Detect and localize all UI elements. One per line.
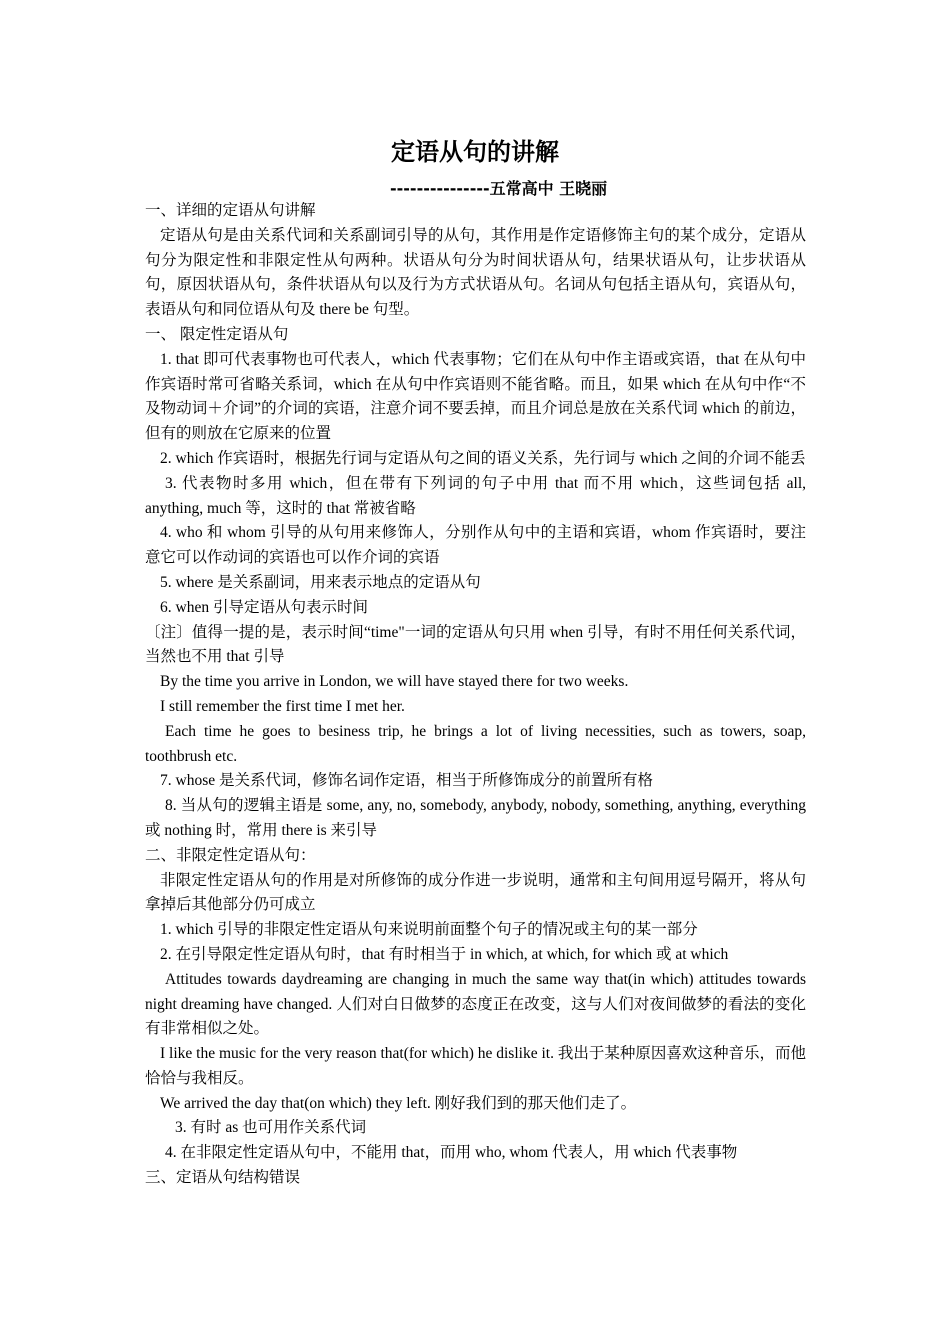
paragraph: 5. where 是关系副词，用来表示地点的定语从句 [160,573,481,591]
paragraph: 一、 限定性定语从句 [145,325,289,343]
paragraph: 7. whose 是关系代词，修饰名词作定语，相当于所修饰成分的前置所有格 [160,772,653,790]
paragraph: Each time he goes to besiness trip, he brings a lot of living necessities, such as towers, soap, toothbrush etc. [145,722,806,765]
paragraph: 1. which 引导的非限定性定语从句来说明前面整个句子的情况或主句的某一部分 [160,921,698,939]
paragraph: 〔注〕值得一提的是，表示时间“time"一词的定语从句只用 when 引导，有时不用任何关系代词，当然也不用 that 引导 [145,623,806,666]
paragraph: I still remember the first time I met her. [160,697,405,715]
paragraph: 2. which 作宾语时，根据先行词与定语从句之间的语义关系，先行词与 which 之间的介词不能丢 [160,449,806,467]
document-body [145,199,806,1191]
paragraph: 2. 在引导限定性定语从句时，that 有时相当于 in which, at which, for which 或 at which [160,945,729,963]
paragraph: 4. 在非限定性定语从句中，不能用 that，而用 who, whom 代表人，用 which 代表事物 [165,1144,738,1162]
paragraph: We arrived the day that(on which) they left. 刚好我们到的那天他们走了。 [160,1094,637,1112]
page-title: 定语从句的讲解 [391,138,559,166]
paragraph: 4. who 和 whom 引导的从句用来修饰人，分别作从句中的主语和宾语，whom 作宾语时，要注意它可以作动词的宾语也可以作介词的宾语 [145,524,806,567]
author-line: ---------------五常高中 王晓丽 [390,179,608,198]
paragraph: 三、定语从句结构错误 [145,1169,301,1187]
paragraph: By the time you arrive in London, we will have stayed there for two weeks. [160,673,629,691]
paragraph: I like the music for the very reason that(for which) he dislike it. 我出于某种原因喜欢这种音乐，而他恰恰与我相反。 [145,1045,806,1087]
paragraph: Attitudes towards daydreaming are changing in much the same way that(in which) attitudes towards night dreaming have changed. 人们对白日做梦的态度正在改变，这与人们对夜间做梦的看法的变化有非常相似之处。 [145,970,806,1038]
paragraph: 3. 代表物时多用 which，但在带有下列词的句子中用 that 而不用 which，这些词包括 all, anything, much 等，这时的 that 常被省略 [145,474,806,517]
paragraph: 一、详细的定语从句讲解 [145,202,316,219]
paragraph: 二、非限定性定语从句： [145,846,316,864]
paragraph: 3. 有时 as 也可用作关系代词 [175,1119,367,1137]
paragraph: 1. that 即可代表事物也可代表人，which 代表事物；它们在从句中作主语或宾语，that 在从句中作宾语时常可省略关系词，which 在从句中作宾语则不能省略。而且，如果 which 在从句中作“不及物动词＋介词”的介词的宾语，注意介词不要丢掉，而且介词总是放在关系代词 which 的前边，但有的则放在它原来的位置 [145,350,806,443]
paragraph: 非限定性定语从句的作用是对所修饰的成分作进一步说明，通常和主句间用逗号隔开，将从句拿掉后其他部分仍可成立 [145,871,806,914]
paragraph: 定语从句是由关系代词和关系副词引导的从句，其作用是作定语修饰主句的某个成分，定语从句分为限定性和非限定性从句两种。状语从句分为时间状语从句，结果状语从句，让步状语从句，原因状语从句，条件状语从句以及行为方式状语从句。名词从句包括主语从句，宾语从句，表语从句和同位语从句及 there be 句型。 [145,226,806,319]
paragraph: 6. when 引导定语从句表示时间 [160,598,368,616]
paragraph: 8. 当从句的逻辑主语是 some, any, no, somebody, anybody, nobody, something, anything, everything 或 nothing 时，常用 there is 来引导 [145,797,806,839]
